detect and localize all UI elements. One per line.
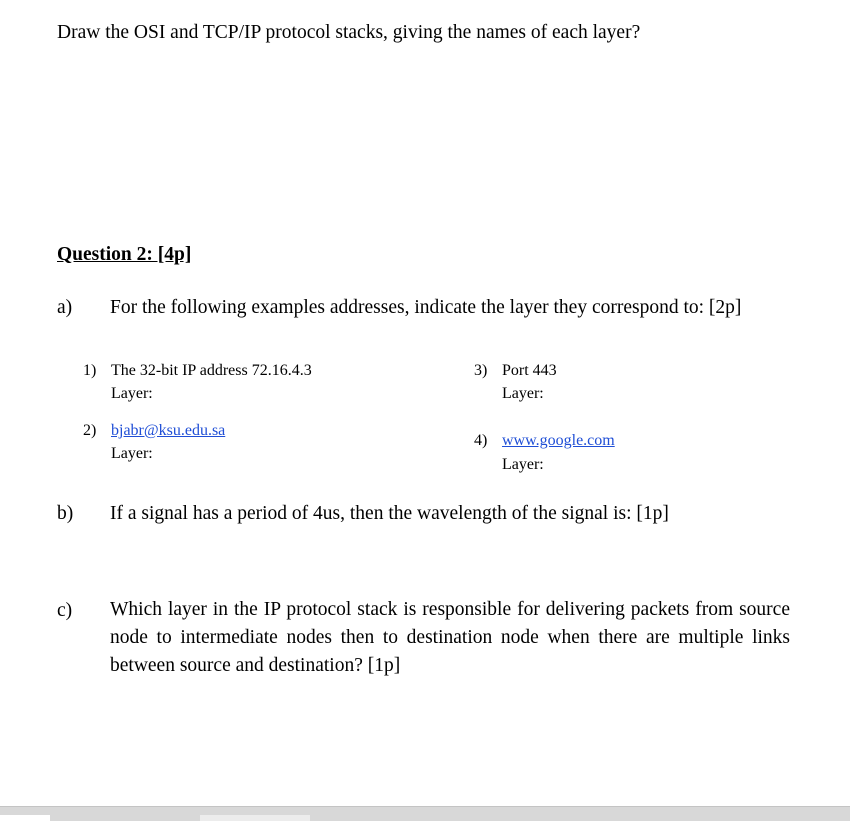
part-b-label: b) bbox=[57, 503, 74, 524]
part-a-label: a) bbox=[57, 297, 73, 318]
item-1-number: 1) bbox=[83, 362, 97, 379]
item-1-layer-label: Layer: bbox=[111, 385, 153, 402]
item-1-text: The 32-bit IP address 72.16.4.3 bbox=[111, 362, 312, 379]
part-b-text: If a signal has a period of 4us, then the wavelength of the signal is: [1p] bbox=[110, 503, 669, 524]
part-a-text: For the following examples addresses, indicate the layer they correspond to: [2p] bbox=[110, 297, 742, 318]
scrollbar-thumb[interactable] bbox=[0, 815, 50, 821]
item-3-text: Port 443 bbox=[502, 362, 557, 379]
part-c-text: Which layer in the IP protocol stack is responsible for delivering packets from source node to intermediate nodes then to destination node when there are multiple links between source and destination? [1p] bbox=[110, 599, 790, 676]
intro-question: Draw the OSI and TCP/IP protocol stacks, giving the names of each layer? bbox=[57, 22, 641, 43]
item-4-layer-label: Layer: bbox=[502, 456, 544, 473]
scrollbar-track-segment bbox=[200, 815, 310, 821]
email-link[interactable]: bjabr@ksu.edu.sa bbox=[111, 422, 226, 439]
item-2-layer-label: Layer: bbox=[111, 445, 153, 462]
item-2-number: 2) bbox=[83, 422, 97, 439]
item-3-layer-label: Layer: bbox=[502, 385, 544, 402]
item-3-number: 3) bbox=[474, 362, 488, 379]
website-link[interactable]: www.google.com bbox=[502, 432, 615, 449]
horizontal-scrollbar[interactable] bbox=[0, 806, 850, 821]
question-2-heading: Question 2: [4p] bbox=[57, 244, 192, 265]
part-c-label: c) bbox=[57, 600, 73, 621]
item-4-number: 4) bbox=[474, 432, 488, 449]
